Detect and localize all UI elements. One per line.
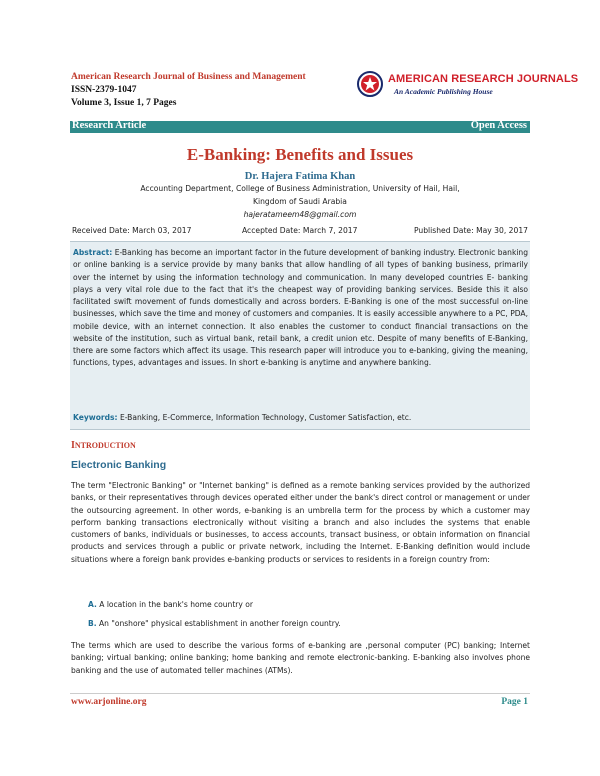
article-type-banner: [70, 121, 530, 133]
list-marker: A.: [88, 600, 97, 609]
publisher-logo: [356, 70, 579, 100]
list-item-text: A location in the bank's home country or: [96, 600, 253, 609]
list-item: [88, 600, 253, 609]
dates-row: [70, 226, 530, 238]
affiliation-line-1: Accounting Department, College of Business Administration, University of Hail, Hail,: [140, 184, 460, 193]
body-paragraph-1: The term "Electronic Banking" or "Internet banking" is defined as a remote banking services provided by the authorized banks, or their representatives through devices operated either under the bank's direct control or management or under the outsourcing agreement. In other words, e-banking is an umbrella term for the process by which a customer may perform banking transactions electronically without visiting a branch and also includes the systems that enable customers of banks, individuals or businesses, to access accounts, transact business, or obtain information on financial products and services through a public or private network, including the Internet. E-Banking definition would include situations where a foreign bank provides e-banking products or services to residents in a foreign country from:: [71, 481, 530, 564]
author-name: Dr. Hajera Fatima Khan: [244, 171, 356, 182]
abstract-box: [70, 241, 530, 430]
page-number: Page 1: [501, 697, 528, 707]
list-item: [88, 619, 341, 628]
issn: ISSN-2379-1047: [71, 85, 137, 95]
star-emblem-icon: [356, 70, 384, 98]
publisher-tagline: An Academic Publishing House: [394, 87, 493, 96]
author-email: hajeratameem48@gmail.com: [243, 210, 357, 219]
keywords: [73, 413, 411, 422]
footer-website-link[interactable]: www.arjonline.org: [71, 697, 147, 707]
list-marker: B.: [88, 619, 97, 628]
received-date: Received Date: March 03, 2017: [72, 226, 192, 235]
accepted-date: Accepted Date: March 7, 2017: [242, 226, 358, 235]
journal-name: American Research Journal of Business and Management: [71, 72, 306, 82]
article-type-label: Research Article: [72, 120, 147, 131]
introduction-heading-rest: NTRODUCTION: [74, 441, 136, 450]
volume-info: Volume 3, Issue 1, 7 Pages: [71, 98, 177, 108]
open-access-label: Open Access: [470, 120, 527, 131]
introduction-heading-initial: I: [71, 440, 75, 451]
abstract: [73, 247, 528, 370]
introduction-heading: [71, 440, 136, 451]
keywords-label: Keywords:: [73, 413, 118, 422]
abstract-label: Abstract:: [73, 248, 113, 257]
body-paragraph-2: The terms which are used to describe the various forms of e-banking are ,personal computer (PC) banking; Internet banking; virtual banking; online banking; home banking and remote electronic-banking. E-banking also involves phone banking and the use of automated teller machines (ATMs).: [71, 641, 530, 675]
footer-divider: [70, 693, 530, 694]
keywords-text: E-Banking, E-Commerce, Information Technology, Customer Satisfaction, etc.: [117, 413, 412, 422]
abstract-text: E-Banking has become an important factor in the future development of banking industry. Electronic banking or online banking is a service provide by many banks that allow handling of all types of banking business, primarily over the internet by using the information technology and communication. In many developed countries E- banking plays a very vital role due to the fact that it's the cheapest way of providing banking services. Beside this it also facilitated swift movement of funds domestically and across borders. E-Banking is one of the most successful on-line businesses, which save the time and money of customers and companies. It is easily accessible anywhere to a PC, PDA, mobile device, with an internet connection. It also enables the customer to conduct financial transactions on the website of the institution, such as virtual bank, retail bank, a credit union etc. Despite of many benefits of E-Banking, there are some factors which affect its usage. This research paper will introduce you to e-banking, giving the meaning, functions, types, advantages and issues. In short e-banking is anytime and anywhere banking.: [73, 248, 528, 368]
article-title: E-Banking: Benefits and Issues: [186, 145, 414, 164]
list-item-text: An "onshore" physical establishment in another foreign country.: [96, 619, 341, 628]
published-date: Published Date: May 30, 2017: [413, 226, 528, 235]
affiliation-line-2: Kingdom of Saudi Arabia: [253, 197, 347, 206]
section-subheading: Electronic Banking: [71, 459, 167, 471]
publisher-name: AMERICAN RESEARCH JOURNALS: [388, 73, 579, 85]
